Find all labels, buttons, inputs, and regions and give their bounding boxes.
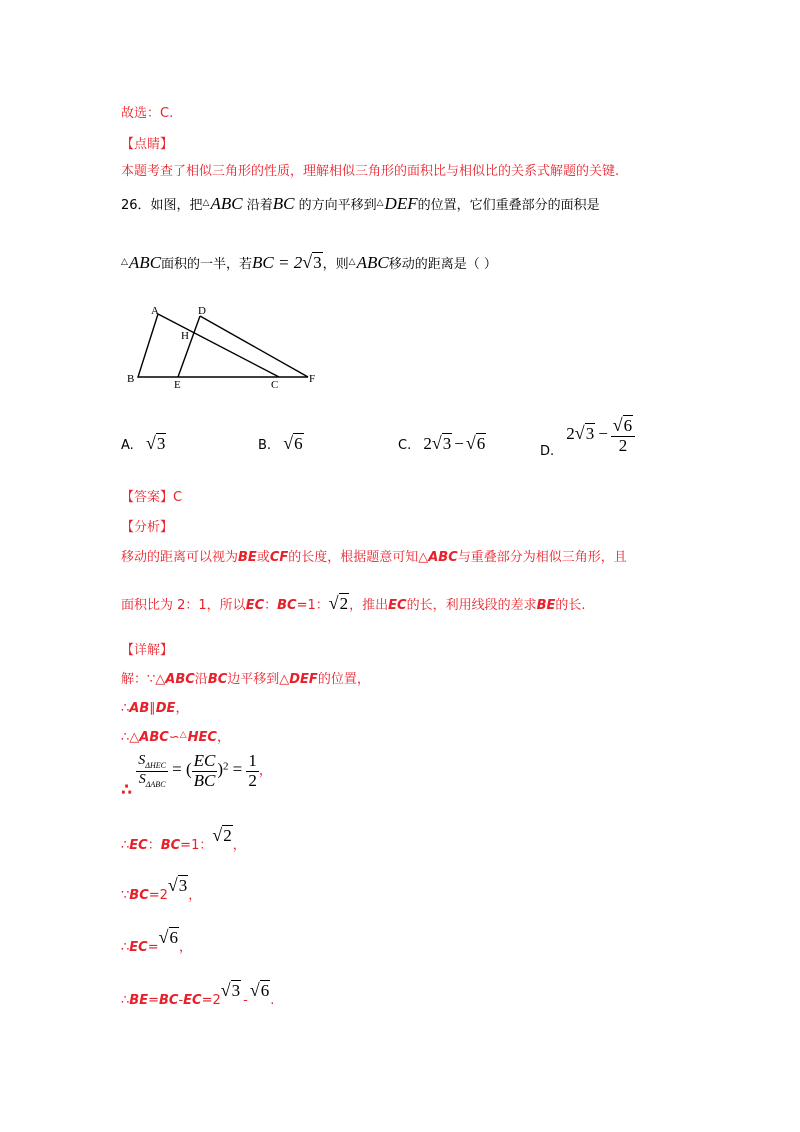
point-e-label: E [174,379,181,391]
option-b[interactable]: B. √6 [258,433,303,453]
question-number: 26．如图，把 [121,198,203,213]
triangle-abc-edges [138,314,308,377]
bc-equation: BC = 2 [252,253,303,272]
question-line-1: 26．如图，把△ABC 沿着BC 的方向平移到△DEF的位置，它们重叠部分的面积是 [121,194,600,213]
detail-step-7: ∴EC=√6， [121,927,193,955]
detail-heading: 【详解】 [121,643,174,658]
edge-ac [158,314,279,377]
detail-step-5: ∴EC：BC=1：√2， [121,825,246,853]
point-a-label: A [151,305,159,317]
point-f-label: F [309,373,316,385]
answer-line: 【答案】C [121,490,183,505]
detail-step-2: ∴AB∥DE， [121,701,189,716]
detail-step-3: ∴△ABC∽△HEC， [121,730,230,745]
triangle-def: DEF [384,194,418,213]
option-d[interactable]: D. 2√3 − $\frac{√6}{2}$ [540,416,635,455]
analysis-heading: 【分析】 [121,520,174,535]
detail-step-8: ∴BE=BC-EC=2√3-√6. [121,980,275,1008]
analysis-line-2: 面积比为 2：1，所以EC：BC=1：√2，推出EC的长，利用线段的差求BE的长. [121,593,586,613]
edge-de [178,316,200,377]
point-b-label: B [127,373,135,385]
option-c[interactable]: C. 2√3 − √6 [398,433,486,453]
segment-bc: BC [272,194,295,213]
triangle-figure [118,300,333,392]
analysis-line-1: 移动的距离可以视为BE或CF的长度，根据题意可知△ABC与重叠部分为相似三角形，且 [121,550,627,565]
triangle-abc: ABC [210,194,243,213]
detail-step-4: ∴ $\frac{S_{\Delta HEC}}{S_{\Delta ABC}}$ = ( $\frac{EC}{BC}$ )$^2$ = $\frac{1}{2}$ ， [121,751,272,799]
detail-step-6: ∵BC=2√3， [121,875,202,903]
question-line-2: △ABC面积的一半，若BC = 2√3，则△ABC移动的距离是（ ） [121,252,497,272]
area-ratio: $\frac{S_{\Delta HEC}}{S_{\Delta ABC}}$ [138,753,166,789]
point-h-label: H [181,330,189,342]
detail-step-1: 解：∵△ABC沿BC边平移到△DEF的位置， [121,672,370,687]
previous-answer-line: 故选：C. [121,106,174,121]
point-d-label: D [198,305,206,317]
comment-text: 本题考查了相似三角形的性质，理解相似三角形的面积比与相似比的关系式解题的关键. [121,164,620,179]
comment-heading: 【点睛】 [121,137,174,152]
edge-df [200,316,308,377]
point-c-label: C [271,379,279,391]
answer-value: C [173,490,183,505]
option-a[interactable]: A. √3 [121,433,166,453]
